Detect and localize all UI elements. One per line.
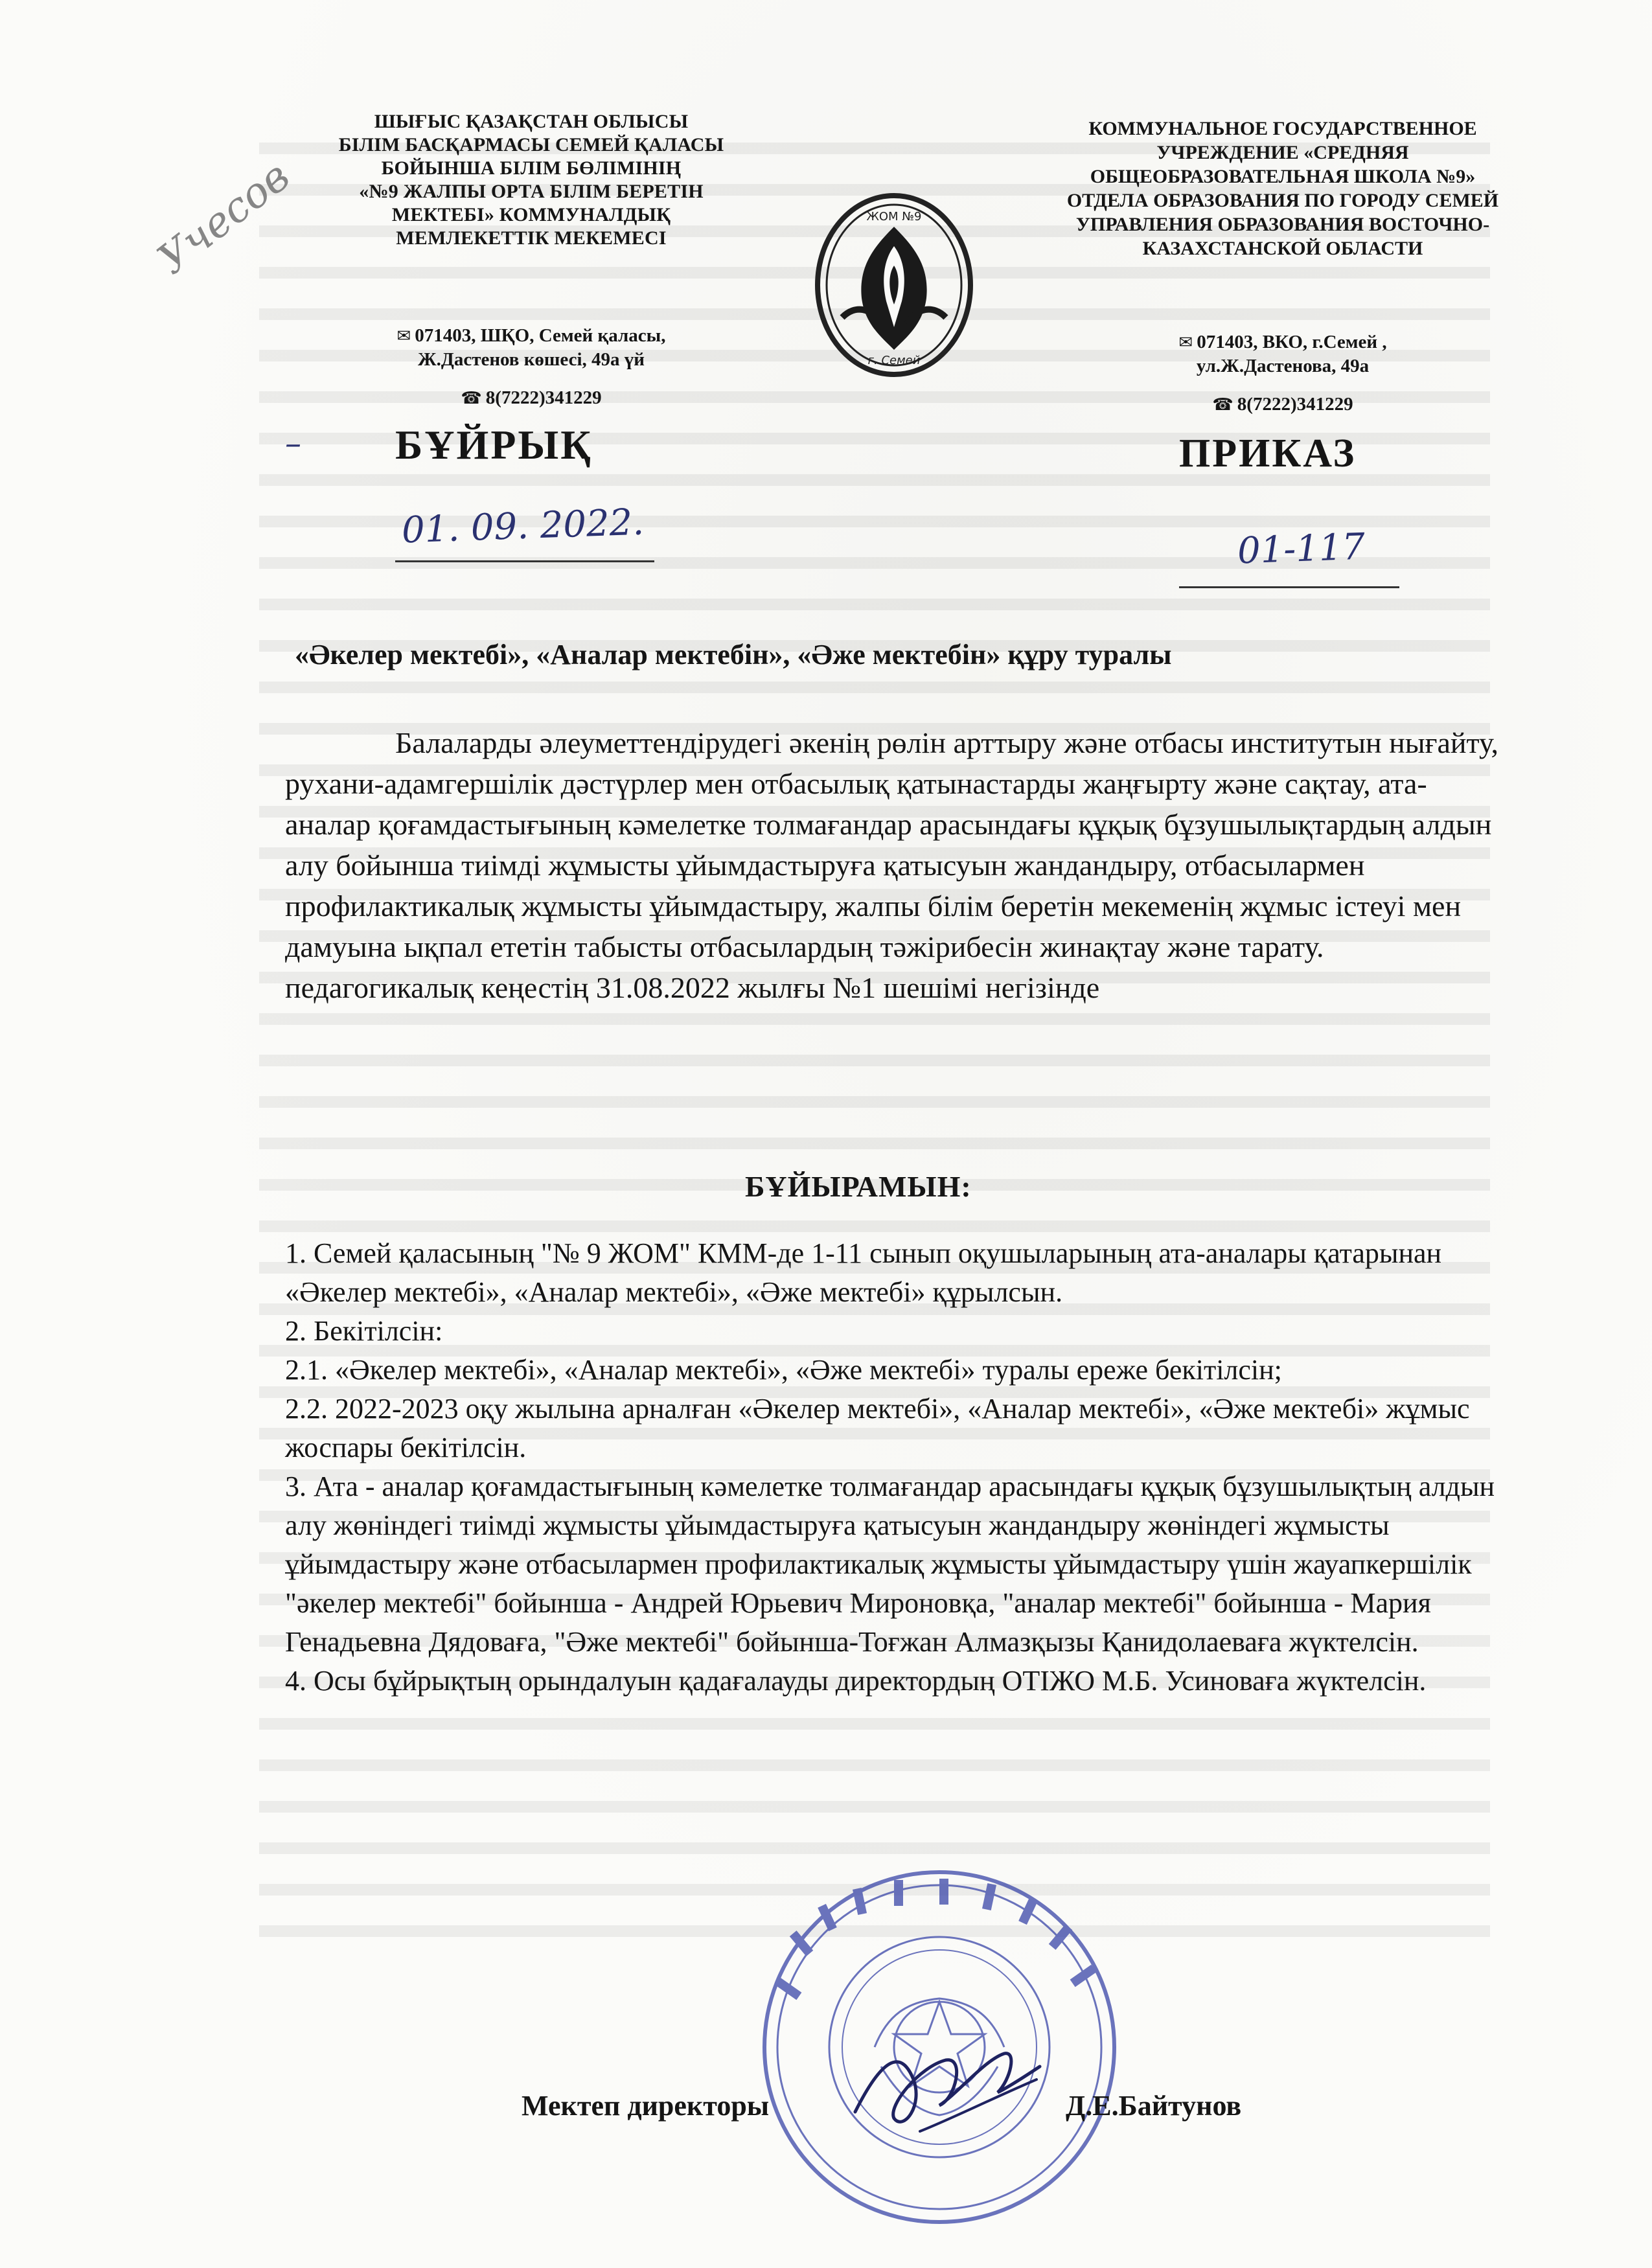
header-left-line: МЕМЛЕКЕТТІК МЕКЕМЕСІ <box>396 227 667 249</box>
title-ru: ПРИКАЗ <box>1179 431 1357 475</box>
header-left-line: БІЛІМ БАСҚАРМАСЫ СЕМЕЙ ҚАЛАСЫ <box>338 134 724 155</box>
order-item: 3. Ата - аналар қоғамдастығының кәмелетке толмағандар арасындағы құқық бұзушылықтың алдын алу жөніндегі тиімді жұмысты ұйымдастыруға қатысуын жандандыру жөніндегі жұмысты ұйымдастыру және отбасылармен профилактикалық жұмысты ұйымдастыру үшін жауапкершілік "әкелер мектебі" бойынша - Андрей Юрьевич Мироновқа, "аналар мектебі" бойынша - Мария Генадьевна Дядоваға, "Әже мектебі" бойынша-Тоғжан Алмазқызы Қанидолаеваға жүктелсін. <box>285 1471 1495 1658</box>
address-right <box>1101 330 1464 378</box>
signer-role: Мектеп директоры <box>522 2090 770 2122</box>
director-signature <box>842 2021 1050 2151</box>
order-item: 2.2. 2022-2023 оқу жылына арналған «Әкелер мектебі», «Аналар мектебі», «Әже мектебі» жұмыс жоспары бекітілсін. <box>285 1393 1470 1463</box>
header-left-line: «№9 ЖАЛПЫ ОРТА БІЛІМ БЕРЕТІН <box>359 181 704 202</box>
handwritten-order-number: 01-117 <box>1236 525 1366 573</box>
title-kz: БҰЙРЫҚ <box>395 422 593 468</box>
emblem-bottom-text: г. Семей <box>867 354 921 367</box>
date-underline <box>395 560 654 562</box>
handwritten-dash: – <box>285 424 301 462</box>
address-left <box>324 324 739 371</box>
order-item: 1. Семей қаласының "№ 9 ЖОМ" КММ-де 1-11 сынып оқушыларының ата-аналары қатарынан «Әкелер мектебі», «Аналар мектебі», «Әже мектебі» құрылсын. <box>285 1237 1442 1308</box>
order-keyword: БҰЙЫРАМЫН: <box>745 1170 972 1203</box>
header-left-line: БОЙЫНША БІЛІМ БӨЛІМІНІҢ <box>381 157 682 179</box>
envelope-icon: ✉ <box>396 326 411 346</box>
handwritten-date: 01. 09. 2022. <box>400 501 645 552</box>
address-right-line: ул.Ж.Дастенова, 49а <box>1196 356 1370 376</box>
header-right-line: КАЗАХСТАНСКОЙ ОБЛАСТИ <box>1142 238 1423 259</box>
address-left-line: 071403, ШҚО, Семей қаласы, <box>415 325 666 346</box>
phone-icon: ☎ <box>1212 395 1233 415</box>
school-emblem-logo <box>797 188 991 382</box>
phone-left-value: 8(7222)341229 <box>485 387 602 408</box>
emblem-top-text: ЖОМ №9 <box>866 210 922 223</box>
phone-right-value: 8(7222)341229 <box>1237 394 1353 415</box>
header-right-line: УПРАВЛЕНИЯ ОБРАЗОВАНИЯ ВОСТОЧНО- <box>1075 214 1490 235</box>
header-right-line: ОБЩЕОБРАЗОВАТЕЛЬНАЯ ШКОЛА №9» <box>1090 166 1476 187</box>
address-left-line: Ж.Дастенов көшесі, 49а үй <box>417 349 645 370</box>
header-right-line: ОТДЕЛА ОБРАЗОВАНИЯ ПО ГОРОДУ СЕМЕЙ <box>1066 190 1499 211</box>
number-underline <box>1179 586 1399 588</box>
phone-left <box>402 387 661 409</box>
header-left-line: ШЫҒЫС ҚАЗАҚСТАН ОБЛЫСЫ <box>374 111 689 132</box>
envelope-icon: ✉ <box>1178 333 1193 352</box>
phone-icon: ☎ <box>461 389 482 408</box>
order-item: 2. Бекітілсін: <box>285 1315 443 1347</box>
order-item: 2.1. «Әкелер мектебі», «Аналар мектебі», «Әже мектебі» туралы ереже бекітілсін; <box>285 1354 1282 1386</box>
order-items <box>285 1234 1516 1701</box>
header-left-line: МЕКТЕБІ» КОММУНАЛДЫҚ <box>391 204 671 225</box>
header-right-line: КОММУНАЛЬНОЕ ГОСУДАРСТВЕННОЕ <box>1088 118 1477 139</box>
preamble-paragraph: Балаларды әлеуметтендірудегі әкенің рөлін арттыру және отбасы институтын нығайту, рухани-адамгершілік дәстүрлер мен отбасылық қатынастарды жаңғырту және сақтау, ата-аналар қоғамдастығының кәмелетке толмағандар арасындағы құқық бұзушылықтардың алдын алу бойынша тиімді жұмысты ұйымдастыруға қатысуын жандандыру, отбасылармен профилактикалық жұмысты ұйымдастыру, жалпы білім беретін мекеменің жұмыс істеуі мен дамуына ықпал ететін табысты отбасылардың тәжірибесін жинақтау және тарату. педагогикалық кеңестің 31.08.2022 жылғы №1 шешімі негізінде <box>285 726 1498 1004</box>
header-right-ru <box>1011 117 1555 260</box>
header-left-kz <box>304 110 758 250</box>
order-item: 4. Осы бұйрықтың орындалуын қадағалауды директордың ОТІЖО М.Б. Усиноваға жүктелсін. <box>285 1665 1427 1697</box>
header-right-line: УЧРЕЖДЕНИЕ «СРЕДНЯЯ <box>1156 142 1409 163</box>
handwritten-corner-note: Учесов <box>149 152 299 284</box>
signer-name: Д.Е.Байтунов <box>1066 2090 1242 2122</box>
address-right-line: 071403, ВКО, г.Семей , <box>1197 332 1387 352</box>
order-subject: «Әкелер мектебі», «Аналар мектебін», «Әже мектебін» құру туралы <box>295 639 1172 670</box>
phone-right <box>1134 394 1432 415</box>
